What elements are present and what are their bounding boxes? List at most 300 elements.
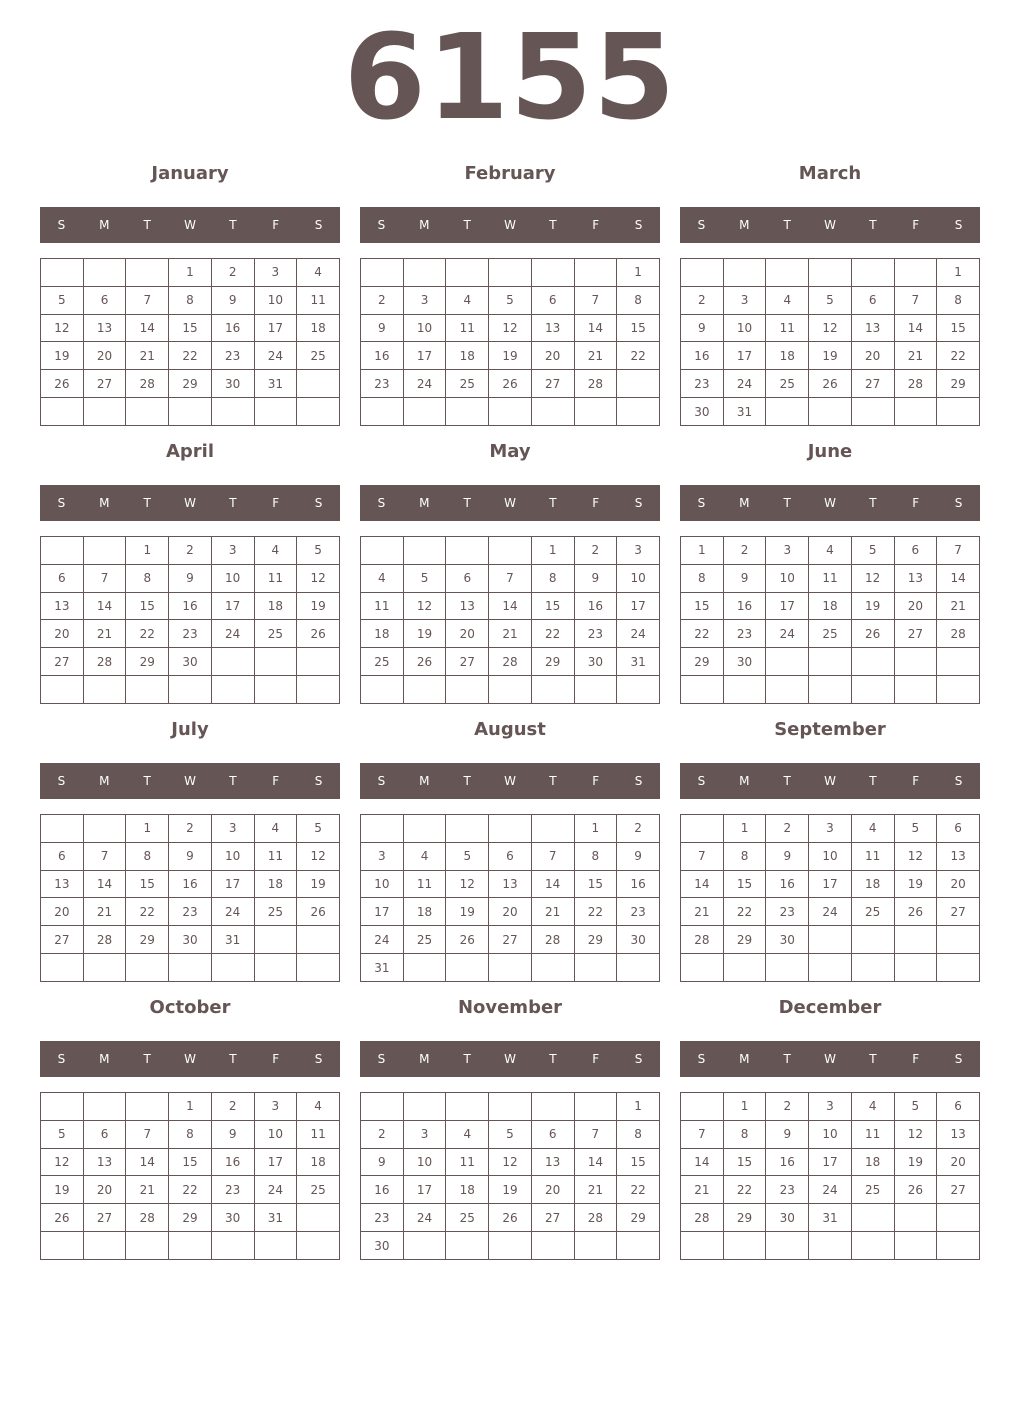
day-cell: 12: [489, 1148, 532, 1176]
day-cell: 10: [254, 286, 297, 314]
day-cell: 3: [361, 842, 404, 870]
day-cell: 4: [297, 259, 340, 287]
month-name: December: [778, 997, 882, 1018]
day-cell: 27: [531, 370, 574, 398]
day-cell: [681, 259, 724, 287]
day-cell: 12: [894, 842, 937, 870]
day-cell: 20: [937, 1148, 980, 1176]
day-cell: [403, 815, 446, 843]
day-cell: 30: [723, 648, 766, 676]
weekday-label: M: [99, 496, 110, 510]
day-cell: 13: [937, 842, 980, 870]
week-row: [361, 370, 660, 398]
weekday-label: M: [99, 218, 110, 232]
week-row: [681, 815, 980, 843]
day-cell: 8: [531, 564, 574, 592]
day-cell: 5: [297, 815, 340, 843]
month-december: [680, 994, 980, 1264]
day-cell: 19: [489, 342, 532, 370]
day-cell: 21: [83, 898, 126, 926]
day-cell: 4: [809, 537, 852, 565]
day-cell: 12: [41, 1148, 84, 1176]
day-cell: [766, 259, 809, 287]
week-row: [681, 926, 980, 954]
day-cell: [403, 1093, 446, 1121]
day-cell: 14: [83, 870, 126, 898]
weekday-label: M: [739, 1052, 750, 1066]
day-cell: 20: [894, 592, 937, 620]
day-cell: 24: [254, 1176, 297, 1204]
day-cell: 14: [531, 870, 574, 898]
month-august: [360, 716, 660, 986]
weekday-label: M: [739, 218, 750, 232]
day-cell: 9: [574, 564, 617, 592]
weekday-label: W: [824, 774, 836, 788]
day-cell: 9: [169, 564, 212, 592]
day-cell: 2: [361, 1120, 404, 1148]
week-row: [681, 842, 980, 870]
day-grid: [40, 536, 340, 704]
day-cell: 28: [574, 370, 617, 398]
day-cell: 16: [574, 592, 617, 620]
day-cell: 30: [361, 1232, 404, 1260]
day-cell: 13: [937, 1120, 980, 1148]
day-cell: [297, 398, 340, 426]
day-cell: [169, 954, 212, 982]
day-cell: 14: [574, 314, 617, 342]
day-cell: [681, 676, 724, 704]
day-cell: 27: [894, 620, 937, 648]
weekday-header: [680, 485, 980, 521]
week-row: [361, 898, 660, 926]
day-cell: 23: [361, 1204, 404, 1232]
day-cell: 9: [723, 564, 766, 592]
day-cell: 12: [297, 842, 340, 870]
week-row: [681, 259, 980, 287]
day-cell: 7: [489, 564, 532, 592]
day-cell: 25: [361, 648, 404, 676]
day-cell: 26: [489, 370, 532, 398]
day-cell: [531, 398, 574, 426]
weekday-label: S: [634, 218, 643, 232]
day-cell: 15: [723, 870, 766, 898]
day-cell: [403, 954, 446, 982]
week-row: [41, 314, 340, 342]
day-cell: [41, 676, 84, 704]
day-cell: 16: [361, 342, 404, 370]
weekday-label: S: [314, 218, 323, 232]
week-row: [41, 537, 340, 565]
day-cell: 4: [297, 1093, 340, 1121]
day-cell: 17: [723, 342, 766, 370]
day-cell: 2: [211, 259, 254, 287]
week-row: [41, 954, 340, 982]
day-grid: [680, 258, 980, 426]
day-cell: [489, 537, 532, 565]
day-cell: 22: [723, 1176, 766, 1204]
day-cell: 19: [894, 870, 937, 898]
day-cell: 31: [723, 398, 766, 426]
day-cell: 6: [83, 286, 126, 314]
day-cell: 3: [211, 537, 254, 565]
day-cell: 15: [169, 314, 212, 342]
week-row: [681, 1176, 980, 1204]
day-cell: 24: [766, 620, 809, 648]
day-cell: 23: [211, 342, 254, 370]
day-cell: 23: [169, 620, 212, 648]
day-cell: 11: [851, 1120, 894, 1148]
day-cell: 5: [41, 286, 84, 314]
day-cell: 12: [894, 1120, 937, 1148]
day-cell: 17: [403, 1176, 446, 1204]
day-cell: [489, 398, 532, 426]
week-row: [361, 842, 660, 870]
day-cell: 21: [489, 620, 532, 648]
day-cell: 11: [297, 286, 340, 314]
week-row: [41, 898, 340, 926]
day-grid: [40, 258, 340, 426]
day-cell: 30: [766, 1204, 809, 1232]
day-cell: 29: [723, 926, 766, 954]
day-cell: 10: [809, 842, 852, 870]
month-october: [40, 994, 340, 1264]
day-cell: 7: [83, 564, 126, 592]
day-cell: 9: [766, 842, 809, 870]
week-row: [41, 842, 340, 870]
day-cell: 25: [254, 898, 297, 926]
month-march: [680, 160, 980, 430]
weekday-label: T: [143, 1052, 151, 1066]
day-cell: 16: [169, 592, 212, 620]
day-cell: 8: [723, 1120, 766, 1148]
weekday-label: S: [57, 218, 66, 232]
week-row: [41, 370, 340, 398]
day-cell: 11: [446, 1148, 489, 1176]
day-cell: [531, 1093, 574, 1121]
day-cell: 20: [83, 342, 126, 370]
day-cell: 27: [83, 370, 126, 398]
week-row: [41, 1093, 340, 1121]
day-cell: 8: [574, 842, 617, 870]
day-cell: [894, 954, 937, 982]
day-cell: 7: [126, 286, 169, 314]
day-cell: [446, 676, 489, 704]
weekday-label: W: [184, 496, 196, 510]
day-cell: 26: [851, 620, 894, 648]
day-cell: [617, 398, 660, 426]
day-cell: 22: [937, 342, 980, 370]
weekday-label: F: [592, 496, 600, 510]
day-grid: [40, 814, 340, 982]
month-name: September: [774, 719, 886, 740]
day-cell: 27: [41, 648, 84, 676]
day-cell: 10: [617, 564, 660, 592]
day-cell: 12: [809, 314, 852, 342]
day-cell: 28: [531, 926, 574, 954]
day-cell: 26: [41, 370, 84, 398]
day-cell: 9: [766, 1120, 809, 1148]
day-cell: [126, 954, 169, 982]
day-cell: [41, 398, 84, 426]
weekday-label: T: [783, 218, 791, 232]
day-cell: 17: [254, 1148, 297, 1176]
day-cell: 2: [169, 815, 212, 843]
weekday-label: S: [697, 1052, 706, 1066]
day-cell: [937, 398, 980, 426]
week-row: [361, 676, 660, 704]
weekday-label: S: [634, 774, 643, 788]
day-cell: 21: [126, 1176, 169, 1204]
day-cell: 22: [617, 1176, 660, 1204]
week-row: [361, 564, 660, 592]
day-cell: 17: [617, 592, 660, 620]
day-cell: 28: [681, 926, 724, 954]
day-cell: [297, 1204, 340, 1232]
day-cell: [126, 1093, 169, 1121]
month-name: May: [489, 441, 531, 462]
day-grid: [680, 1092, 980, 1260]
day-cell: [169, 676, 212, 704]
day-cell: [766, 648, 809, 676]
month-name: October: [149, 997, 231, 1018]
day-cell: 28: [83, 648, 126, 676]
day-cell: 15: [681, 592, 724, 620]
day-cell: 13: [83, 314, 126, 342]
day-cell: 29: [126, 926, 169, 954]
week-row: [681, 1148, 980, 1176]
day-cell: [446, 537, 489, 565]
month-name: June: [807, 441, 853, 462]
day-cell: 9: [211, 286, 254, 314]
day-cell: [809, 1232, 852, 1260]
day-cell: [617, 954, 660, 982]
day-cell: 22: [126, 898, 169, 926]
day-cell: [723, 259, 766, 287]
week-row: [361, 815, 660, 843]
week-row: [41, 620, 340, 648]
weekday-label: T: [143, 496, 151, 510]
day-cell: 3: [809, 815, 852, 843]
day-cell: 23: [723, 620, 766, 648]
weekday-label: S: [697, 496, 706, 510]
day-cell: 17: [403, 342, 446, 370]
weekday-header: [360, 1041, 660, 1077]
day-cell: 28: [83, 926, 126, 954]
day-cell: 19: [489, 1176, 532, 1204]
day-cell: [574, 259, 617, 287]
day-cell: 8: [681, 564, 724, 592]
day-cell: 17: [809, 1148, 852, 1176]
day-cell: 27: [851, 370, 894, 398]
day-cell: [574, 676, 617, 704]
day-cell: 9: [211, 1120, 254, 1148]
day-cell: 19: [446, 898, 489, 926]
weekday-label: W: [504, 218, 516, 232]
day-cell: [531, 1232, 574, 1260]
day-cell: 22: [681, 620, 724, 648]
day-cell: 11: [446, 314, 489, 342]
day-cell: 18: [809, 592, 852, 620]
day-cell: 22: [531, 620, 574, 648]
day-cell: [211, 954, 254, 982]
day-grid: [360, 258, 660, 426]
weekday-label: T: [463, 774, 471, 788]
weekday-label: S: [314, 774, 323, 788]
day-cell: 19: [297, 870, 340, 898]
day-cell: [574, 954, 617, 982]
day-cell: 7: [681, 1120, 724, 1148]
weekday-header: [680, 207, 980, 243]
day-cell: [254, 926, 297, 954]
weekday-label: S: [634, 1052, 643, 1066]
weekday-label: T: [869, 496, 877, 510]
day-cell: 26: [809, 370, 852, 398]
weekday-label: T: [869, 1052, 877, 1066]
day-cell: [894, 1232, 937, 1260]
weekday-label: S: [697, 774, 706, 788]
day-cell: [83, 537, 126, 565]
weekday-label: T: [229, 774, 237, 788]
weekday-label: M: [99, 1052, 110, 1066]
day-cell: 10: [403, 1148, 446, 1176]
day-grid: [680, 536, 980, 704]
day-cell: [83, 676, 126, 704]
day-cell: 23: [766, 898, 809, 926]
weekday-label: S: [697, 218, 706, 232]
day-cell: [851, 1232, 894, 1260]
weekday-label: T: [783, 1052, 791, 1066]
weekday-label: W: [504, 1052, 516, 1066]
weekday-label: W: [184, 774, 196, 788]
day-cell: 1: [723, 1093, 766, 1121]
weekday-label: T: [783, 774, 791, 788]
day-cell: [937, 954, 980, 982]
day-cell: [297, 1232, 340, 1260]
day-cell: [489, 259, 532, 287]
week-row: [681, 954, 980, 982]
day-cell: [126, 1232, 169, 1260]
day-cell: 3: [809, 1093, 852, 1121]
day-cell: 20: [41, 620, 84, 648]
day-cell: 16: [169, 870, 212, 898]
day-cell: 11: [851, 842, 894, 870]
day-cell: 18: [297, 314, 340, 342]
day-cell: 4: [254, 537, 297, 565]
day-cell: [681, 815, 724, 843]
day-cell: 20: [83, 1176, 126, 1204]
day-cell: [41, 1232, 84, 1260]
weekday-label: T: [549, 1052, 557, 1066]
day-cell: [489, 954, 532, 982]
day-cell: 17: [809, 870, 852, 898]
day-cell: [41, 1093, 84, 1121]
day-cell: 7: [937, 537, 980, 565]
day-cell: [126, 676, 169, 704]
weekday-label: F: [592, 774, 600, 788]
day-cell: 19: [851, 592, 894, 620]
day-cell: [894, 1204, 937, 1232]
day-cell: 2: [169, 537, 212, 565]
day-cell: 29: [574, 926, 617, 954]
day-cell: [489, 1232, 532, 1260]
day-cell: [531, 259, 574, 287]
day-cell: 22: [169, 342, 212, 370]
month-name: March: [798, 163, 862, 184]
week-row: [41, 398, 340, 426]
day-cell: 31: [361, 954, 404, 982]
day-cell: 15: [126, 870, 169, 898]
day-cell: 30: [211, 1204, 254, 1232]
day-cell: 24: [254, 342, 297, 370]
day-cell: 8: [617, 286, 660, 314]
day-cell: 5: [41, 1120, 84, 1148]
day-cell: 25: [297, 342, 340, 370]
weekday-label: S: [57, 774, 66, 788]
day-cell: 28: [937, 620, 980, 648]
day-cell: [574, 1093, 617, 1121]
month-name: February: [464, 163, 556, 184]
day-cell: 25: [851, 898, 894, 926]
week-row: [681, 898, 980, 926]
day-cell: [617, 370, 660, 398]
day-cell: 11: [403, 870, 446, 898]
day-cell: 7: [126, 1120, 169, 1148]
week-row: [361, 1120, 660, 1148]
day-cell: 18: [446, 342, 489, 370]
weekday-label: F: [272, 774, 280, 788]
day-cell: 15: [937, 314, 980, 342]
weekday-label: F: [912, 218, 920, 232]
weekday-label: T: [549, 218, 557, 232]
day-cell: 3: [766, 537, 809, 565]
day-cell: 1: [937, 259, 980, 287]
weekday-label: W: [824, 1052, 836, 1066]
day-cell: 2: [617, 815, 660, 843]
day-cell: 27: [489, 926, 532, 954]
day-cell: 12: [297, 564, 340, 592]
weekday-label: M: [419, 1052, 430, 1066]
weekday-label: W: [824, 496, 836, 510]
day-cell: 28: [489, 648, 532, 676]
week-row: [681, 620, 980, 648]
day-cell: 18: [446, 1176, 489, 1204]
month-april: [40, 438, 340, 708]
week-row: [361, 870, 660, 898]
day-cell: [446, 259, 489, 287]
day-cell: 15: [531, 592, 574, 620]
day-cell: [83, 954, 126, 982]
day-cell: [361, 537, 404, 565]
day-cell: 18: [851, 870, 894, 898]
day-cell: [574, 1232, 617, 1260]
day-cell: [894, 676, 937, 704]
day-cell: 26: [403, 648, 446, 676]
day-cell: 8: [169, 286, 212, 314]
day-cell: 3: [211, 815, 254, 843]
day-cell: 27: [531, 1204, 574, 1232]
day-cell: [617, 676, 660, 704]
day-cell: 16: [723, 592, 766, 620]
day-cell: 17: [766, 592, 809, 620]
weekday-header: [680, 763, 980, 799]
day-cell: 11: [297, 1120, 340, 1148]
weekday-label: T: [463, 218, 471, 232]
day-cell: [83, 259, 126, 287]
day-cell: 3: [723, 286, 766, 314]
day-cell: [851, 1204, 894, 1232]
day-cell: 17: [211, 870, 254, 898]
day-cell: 29: [937, 370, 980, 398]
